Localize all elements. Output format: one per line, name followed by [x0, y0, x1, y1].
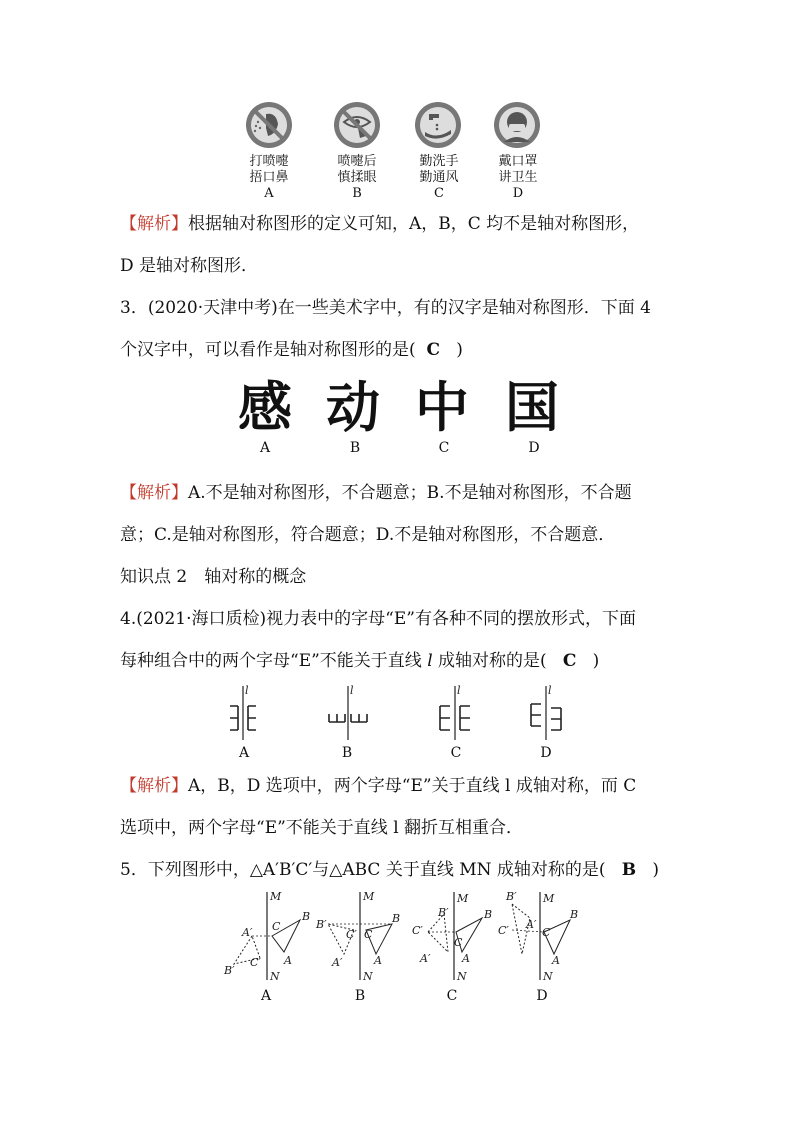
svg-text:B′: B′	[224, 964, 235, 977]
icon-caption-d: 戴口罩 讲卫生 D	[498, 154, 538, 201]
svg-text:N: N	[363, 970, 373, 983]
svg-text:C′: C′	[346, 928, 357, 941]
char-option-d: 国	[505, 376, 559, 439]
q4-question-line2: 每种组合中的两个字母“E”不能关于直线 l 成轴对称的是( C )	[120, 651, 600, 671]
e-letter-a: A	[238, 745, 250, 761]
svg-text:C: C	[454, 936, 463, 949]
triangle-letter-b: B	[354, 988, 366, 1004]
triangle-figure-b	[314, 888, 406, 984]
q4-analysis-line2: 选项中，两个字母“E”不能关于直线 l 翻折互相重合．	[120, 818, 524, 838]
q5-question-line: 5．下列图形中，△A′B′C′与△ABC 关于直线 MN 成轴对称的是( B )	[120, 860, 659, 880]
q4-question-line1: 4.(2021·海口质检)视力表中的字母“E”有各种不同的摆放形式，下面	[120, 609, 636, 629]
e-pair-figure-a	[222, 684, 266, 742]
svg-text:A: A	[284, 954, 292, 967]
char-letter-a: A	[259, 440, 271, 456]
q5-answer: B	[621, 860, 637, 880]
svg-text:A: A	[462, 952, 470, 965]
svg-text:B: B	[484, 908, 493, 921]
analysis-tag: 【解析】	[120, 214, 188, 234]
char-letter-d: D	[528, 440, 540, 456]
svg-text:C′: C′	[250, 956, 261, 969]
q4-analysis-line1: 【解析】A，B，D 选项中，两个字母“E”关于直线 l 成轴对称，而 C	[120, 776, 637, 796]
svg-text:C′: C′	[498, 924, 509, 937]
q3-analysis-line1: 【解析】A.不是轴对称图形，不合题意；B.不是轴对称图形，不合题	[120, 483, 632, 503]
no-sneeze-icon	[244, 100, 294, 150]
svg-text:A: A	[374, 954, 382, 967]
analysis-tag: 【解析】	[120, 483, 188, 503]
char-letter-b: B	[349, 440, 361, 456]
svg-text:M: M	[457, 892, 469, 905]
svg-text:C: C	[364, 928, 373, 941]
e-letter-c: C	[450, 745, 462, 761]
triangle-figure-a	[222, 888, 312, 984]
svg-text:l: l	[457, 684, 461, 697]
svg-text:B′: B′	[506, 890, 517, 903]
e-letter-b: B	[341, 745, 353, 761]
analysis-tag: 【解析】	[120, 776, 188, 796]
mask-icon	[492, 100, 542, 150]
svg-text:A: A	[552, 954, 560, 967]
q2-analysis-line2: D 是轴对称图形．	[120, 256, 259, 276]
q3-question-line1: 3．(2020·天津中考)在一些美术字中，有的汉字是轴对称图形．下面 4	[120, 298, 651, 318]
knowledge-point-heading: 知识点 2 轴对称的概念	[120, 567, 307, 587]
svg-text:M: M	[363, 890, 375, 903]
wash-hands-icon	[413, 100, 463, 150]
triangle-figure-d	[498, 888, 590, 984]
svg-text:B′: B′	[316, 918, 327, 931]
svg-text:A′: A′	[242, 926, 253, 939]
svg-text:l: l	[548, 684, 552, 697]
svg-text:B′: B′	[438, 906, 449, 919]
svg-text:B: B	[570, 908, 579, 921]
svg-text:C: C	[542, 926, 551, 939]
triangle-letter-d: D	[536, 988, 548, 1004]
svg-text:M: M	[270, 890, 282, 903]
e-letter-d: D	[540, 745, 552, 761]
svg-text:A′: A′	[332, 956, 343, 969]
svg-text:l: l	[350, 684, 354, 697]
triangle-letter-a: A	[260, 988, 272, 1004]
triangle-figure-c	[408, 888, 500, 984]
icon-caption-b: 喷嚏后 慎揉眼 B	[337, 154, 377, 201]
e-pair-figure-b	[325, 684, 369, 742]
svg-text:C: C	[272, 920, 281, 933]
svg-text:N: N	[543, 970, 553, 983]
char-option-a: 感	[238, 376, 292, 439]
svg-text:l: l	[245, 684, 249, 697]
icon-caption-a: 打喷嚏 捂口鼻 A	[249, 154, 289, 201]
q4-answer: C	[562, 651, 577, 671]
char-option-c: 中	[415, 376, 469, 439]
char-option-b: 动	[326, 376, 380, 439]
svg-text:N: N	[457, 970, 467, 983]
svg-text:B: B	[302, 910, 311, 923]
svg-text:M: M	[543, 892, 555, 905]
svg-text:C′: C′	[412, 924, 423, 937]
svg-text:N: N	[270, 970, 280, 983]
q3-answer: C	[426, 340, 440, 360]
q3-question-line2: 个汉字中，可以看作是轴对称图形的是( C )	[120, 340, 463, 360]
q3-analysis-line2: 意；C.是轴对称图形，符合题意；D.不是轴对称图形，不合题意．	[120, 525, 616, 545]
e-pair-figure-d	[525, 684, 569, 742]
char-letter-c: C	[438, 440, 450, 456]
icon-caption-c: 勤洗手 勤通风 C	[419, 154, 459, 201]
svg-text:B: B	[392, 912, 401, 925]
svg-text:A′: A′	[420, 952, 431, 965]
triangle-letter-c: C	[446, 988, 458, 1004]
e-pair-figure-c	[434, 684, 478, 742]
no-rub-eye-icon	[332, 100, 382, 150]
q2-analysis-line1: 【解析】根据轴对称图形的定义可知，A，B，C 均不是轴对称图形，	[120, 214, 640, 234]
svg-text:A′: A′	[526, 918, 537, 931]
